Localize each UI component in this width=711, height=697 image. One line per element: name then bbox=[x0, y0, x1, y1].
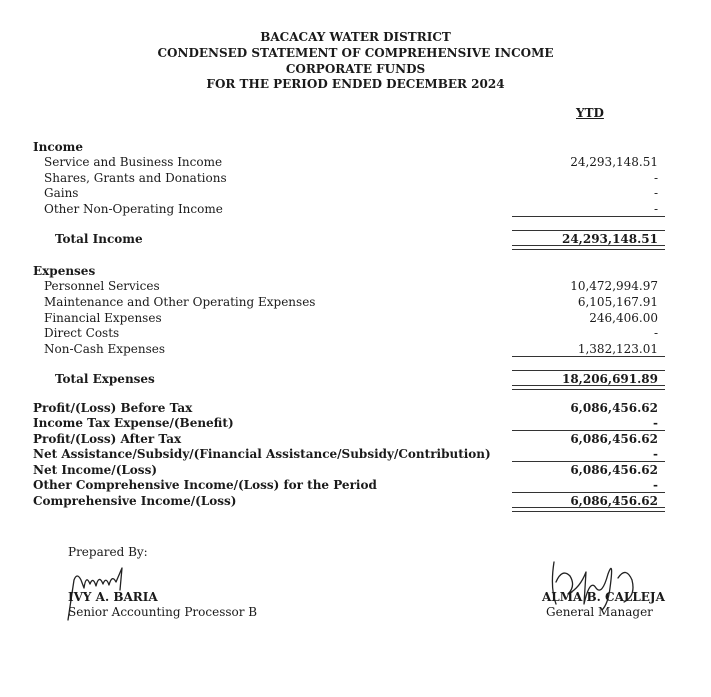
subtotal-rule bbox=[512, 461, 665, 462]
summary-value: 6,086,456.62 bbox=[570, 463, 658, 477]
income-section-title bbox=[0, 140, 711, 156]
summary-value: - bbox=[653, 478, 658, 492]
expenses-title: Expenses bbox=[33, 264, 96, 278]
summary-row bbox=[0, 463, 711, 479]
total-expenses-value: 18,206,691.89 bbox=[561, 372, 658, 386]
expense-row-value: - bbox=[653, 326, 658, 340]
preparer-title: Senior Accounting Processor B bbox=[68, 605, 258, 619]
summary-value: 6,086,456.62 bbox=[570, 432, 658, 446]
expense-row bbox=[0, 295, 711, 311]
double-underline bbox=[512, 385, 665, 390]
income-row-label: Shares, Grants and Donations bbox=[44, 171, 227, 185]
ytd-column-header: YTD bbox=[576, 106, 604, 120]
income-row-label: Other Non-Operating Income bbox=[44, 202, 223, 216]
summary-value: - bbox=[653, 416, 658, 430]
summary-label: Profit/(Loss) Before Tax bbox=[33, 401, 193, 415]
expense-row-value: 10,472,994.97 bbox=[570, 279, 658, 293]
total-top-rule bbox=[512, 370, 665, 371]
expenses-section-title bbox=[0, 264, 711, 280]
subtotal-rule bbox=[512, 356, 665, 357]
summary-label: Comprehensive Income/(Loss) bbox=[33, 494, 237, 508]
total-income-value: 24,293,148.51 bbox=[561, 232, 658, 246]
summary-label: Net Income/(Loss) bbox=[33, 463, 157, 477]
income-row-value: - bbox=[653, 186, 658, 200]
income-row-label: Service and Business Income bbox=[44, 155, 223, 169]
expense-row bbox=[0, 311, 711, 327]
double-underline bbox=[512, 245, 665, 250]
income-row bbox=[0, 171, 711, 187]
total-expenses-label: Total Expenses bbox=[55, 372, 155, 386]
income-row-value: 24,293,148.51 bbox=[570, 155, 658, 169]
district-name: BACACAY WATER DISTRICT bbox=[260, 30, 451, 44]
expense-row-label: Direct Costs bbox=[44, 326, 120, 340]
summary-label: Net Assistance/Subsidy/(Financial Assistance/Subsidy/Contribution) bbox=[33, 447, 491, 461]
manager-name: ALMA B. CALLEJA bbox=[542, 590, 665, 604]
total-income-label: Total Income bbox=[55, 232, 143, 246]
expense-row-value: 1,382,123.01 bbox=[577, 342, 658, 356]
statement-title: CONDENSED STATEMENT OF COMPREHENSIVE INCOME bbox=[157, 46, 554, 60]
period-label: FOR THE PERIOD ENDED DECEMBER 2024 bbox=[206, 77, 505, 91]
expense-row-value: 6,105,167.91 bbox=[577, 295, 658, 309]
income-row-value: - bbox=[653, 202, 658, 216]
summary-value: 6,086,456.62 bbox=[570, 494, 658, 508]
income-row bbox=[0, 186, 711, 202]
prepared-by-label: Prepared By: bbox=[68, 545, 148, 559]
total-top-rule bbox=[512, 230, 665, 231]
summary-label: Profit/(Loss) After Tax bbox=[33, 432, 182, 446]
subtotal-rule bbox=[512, 216, 665, 217]
income-row-label: Gains bbox=[44, 186, 79, 200]
subtotal-rule bbox=[512, 430, 665, 431]
expense-row-label: Personnel Services bbox=[44, 279, 160, 293]
summary-label: Income Tax Expense/(Benefit) bbox=[33, 416, 234, 430]
fund-type: CORPORATE FUNDS bbox=[285, 62, 426, 76]
summary-value: 6,086,456.62 bbox=[570, 401, 658, 415]
summary-row bbox=[0, 432, 711, 448]
income-row bbox=[0, 155, 711, 171]
subtotal-rule bbox=[512, 492, 665, 493]
double-underline bbox=[512, 507, 665, 512]
income-row-value: - bbox=[653, 171, 658, 185]
expense-row-value: 246,406.00 bbox=[589, 311, 658, 325]
expense-row-label: Non-Cash Expenses bbox=[44, 342, 166, 356]
expense-row-label: Financial Expenses bbox=[44, 311, 162, 325]
expense-row bbox=[0, 326, 711, 342]
expense-row bbox=[0, 279, 711, 295]
expense-row-label: Maintenance and Other Operating Expenses bbox=[44, 295, 316, 309]
income-title: Income bbox=[33, 140, 83, 154]
manager-title: General Manager bbox=[546, 605, 653, 619]
summary-label: Other Comprehensive Income/(Loss) for the Period bbox=[33, 478, 377, 492]
summary-row bbox=[0, 401, 711, 417]
preparer-name: IVY A. BARIA bbox=[68, 590, 158, 604]
summary-value: - bbox=[653, 447, 658, 461]
